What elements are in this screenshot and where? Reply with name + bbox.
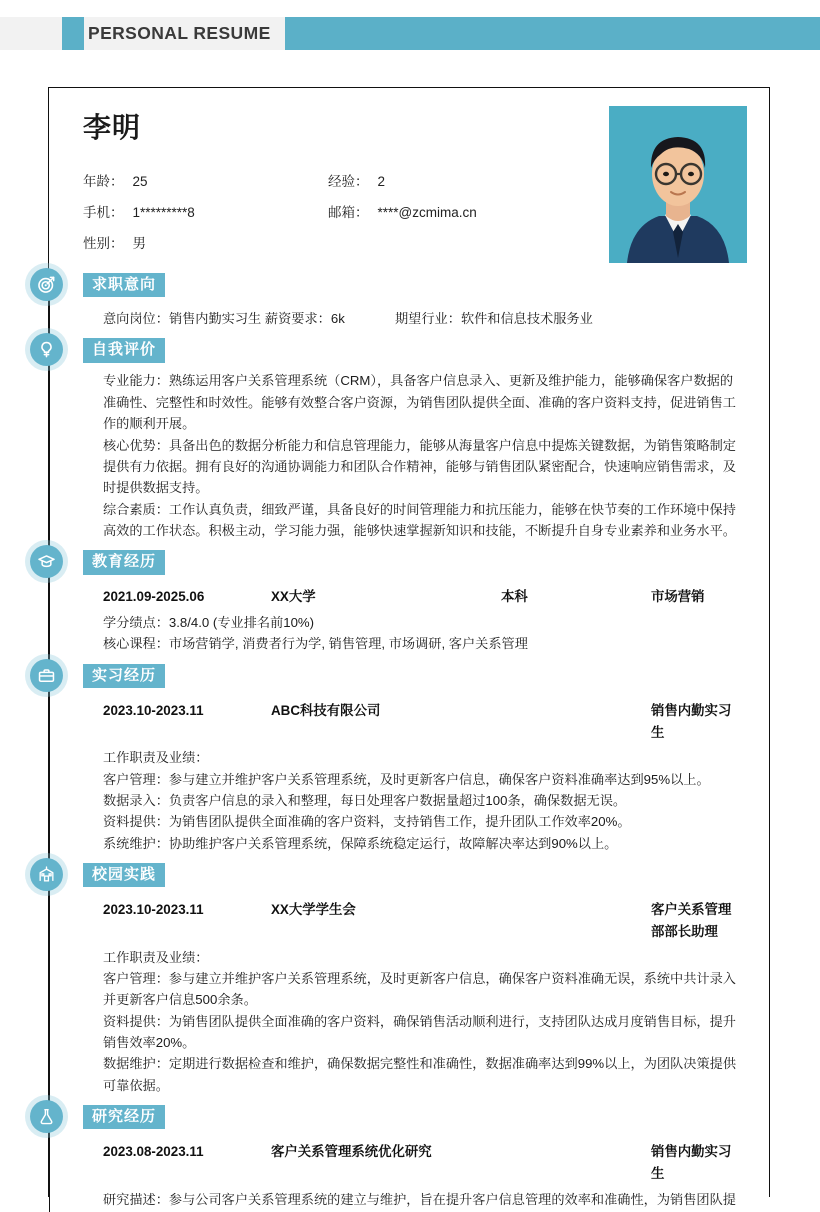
internship-line: 数据录入：负责客户信息的录入和整理，每日处理客户数据量超过100条，确保数据无误。 [103,792,627,808]
intent-position-group [103,308,395,329]
school-building-icon [30,858,63,891]
info-item-phone [83,201,328,221]
header-title-container [84,17,285,50]
header-left-gap [0,17,62,50]
section-header-education [83,547,769,577]
research-entry-header [103,1137,743,1188]
intent-industry-value: 软件和信息技术服务业 [460,311,593,326]
age-value: 25 [132,174,148,189]
education-line: 学分绩点：3.8/4.0 (专业排名前10%) [103,615,315,631]
research-mid [501,1141,651,1184]
internship-mid [501,700,651,743]
campus-lines [103,947,743,1097]
page-title: PERSONAL RESUME [88,23,271,43]
section-job-intention [49,270,769,331]
portrait-photo-icon [609,106,747,263]
research-date: 2023.08-2023.11 [103,1144,204,1160]
resume-card [48,87,770,1207]
section-title-research: 研究经历 [83,1105,165,1129]
section-body-self-evaluation [83,365,769,543]
intent-salary-label: 薪资要求： [264,311,331,326]
section-internship [49,661,769,856]
education-line: 核心课程：市场营销学, 消费者行为学, 销售管理, 市场调研, 客户关系管理 [103,636,528,652]
campus-date: 2023.10-2023.11 [103,902,204,918]
email-label: 邮箱： [328,205,369,220]
phone-label: 手机： [83,205,124,220]
intent-industry-group [395,308,593,329]
section-title-job-intention: 求职意向 [83,273,165,297]
intent-salary-value: 6k [330,311,345,326]
gender-label: 性别： [83,236,124,251]
intent-industry-label: 期望行业： [395,311,461,326]
candidate-name: 李明 [83,112,142,143]
campus-line: 资料提供：为销售团队提供全面准确的客户资料，确保销售活动顺利进行，支持团队达成月度销售目标，提升销售效率20%。 [103,1013,736,1051]
section-body-campus-practice [83,890,769,1098]
section-self-evaluation [49,335,769,543]
info-item-gender [83,232,328,252]
timeline [49,270,769,1212]
phone-value: 1*********8 [132,205,195,220]
avatar [609,106,747,263]
education-major: 市场营销 [651,589,705,605]
campus-mid [501,899,651,942]
internship-line: 客户管理：参与建立并维护客户关系管理系统，及时更新客户信息，确保客户资料准确率达到95%以上。 [103,771,710,787]
section-body-job-intention [83,300,769,331]
internship-org: ABC科技有限公司 [271,702,381,718]
section-header-campus-practice [83,860,769,890]
campus-entry-header [103,895,743,946]
self-eval-paragraph: 综合素质：工作认真负责，细致严谨，具备良好的时间管理能力和抗压能力，能够在快节奏的工作环境中保持高效的工作状态。积极主动，学习能力强，能够快速掌握新知识和技能，不断提升自身专业素养和业务水平。 [103,501,736,538]
research-line: 研究描述：参与公司客户关系管理系统的建立与维护，旨在提升客户信息管理的效率和准确性，为销售团队提 [103,1191,736,1207]
self-eval-paragraph: 核心优势：具备出色的数据分析能力和信息管理能力，能够从海量客户信息中提炼关键数据，为销售策略制定提供有力依据。拥有良好的沟通协调能力和团队合作精神，能够与销售团队紧密配合，快速响应销售需求，及时提供数据支持。 [103,437,736,496]
campus-line: 数据维护：定期进行数据检查和维护，确保数据完整性和准确性，数据准确率达到99%以上，为团队决策提供可靠依据。 [103,1056,737,1093]
header-accent-block [62,17,84,50]
target-icon [30,268,63,301]
internship-lines [103,747,743,854]
education-degree: 本科 [501,589,528,605]
self-eval-paragraph: 专业能力：熟练运用客户关系管理系统（CRM），具备客户信息录入、更新及维护能力，能够确保客户数据的准确性、完整性和时效性。能够有效整合客户资源，为销售团队提供全面、准确的客户资料支持，促进销售工作的顺利开展。 [103,373,736,432]
section-research [49,1102,769,1212]
research-lines [103,1189,743,1210]
flask-icon [30,1100,63,1133]
section-header-research [83,1102,769,1132]
section-header-job-intention [83,270,769,300]
internship-date: 2023.10-2023.11 [103,702,204,718]
gender-value: 男 [132,236,146,251]
campus-role: 客户关系管理部部长助理 [651,902,732,939]
education-lines [103,612,743,655]
section-title-campus-practice: 校园实践 [83,863,165,887]
internship-line: 工作职责及业绩： [103,750,209,766]
internship-line: 资料提供：为销售团队提供全面准确的客户资料，支持销售工作，提升团队工作效率20%。 [103,814,631,830]
internship-entry-header [103,696,743,747]
campus-org: XX大学学生会 [271,902,356,918]
internship-line: 系统维护：协助维护客户关系管理系统，保障系统稳定运行，故障解决率达到90%以上。 [103,835,618,851]
research-role: 销售内勤实习生 [651,1144,732,1181]
section-body-education [83,577,769,656]
section-campus-practice [49,860,769,1098]
section-title-education: 教育经历 [83,550,165,574]
research-topic: 客户关系管理系统优化研究 [271,1144,432,1160]
education-date: 2021.09-2025.06 [103,589,205,605]
section-header-internship [83,661,769,691]
campus-line: 工作职责及业绩： [103,949,209,965]
bulb-icon [30,333,63,366]
section-body-internship [83,691,769,856]
page-header-bar [0,17,820,50]
briefcase-icon [30,659,63,692]
section-body-research [83,1132,769,1212]
section-education [49,547,769,656]
age-label: 年龄： [83,174,124,189]
email-value: ****@zcmima.cn [377,205,477,220]
internship-role: 销售内勤实习生 [651,702,732,740]
intent-position-label: 意向岗位： [103,311,169,326]
section-title-internship: 实习经历 [83,664,165,688]
experience-label: 经验： [328,174,369,189]
section-title-self-evaluation: 自我评价 [83,338,165,362]
info-item-age [83,170,328,190]
section-header-self-evaluation [83,335,769,365]
intent-row [103,305,743,329]
education-org: XX大学 [271,589,316,605]
education-entry-header [103,582,743,612]
campus-line: 客户管理：参与建立并维护客户关系管理系统，及时更新客户信息，确保客户资料准确无误，系统中共计录入并更新客户信息500余条。 [103,970,736,1008]
experience-value: 2 [377,174,386,189]
intent-position-value: 销售内勤实习生 [168,311,262,326]
graduation-cap-icon [30,545,63,578]
